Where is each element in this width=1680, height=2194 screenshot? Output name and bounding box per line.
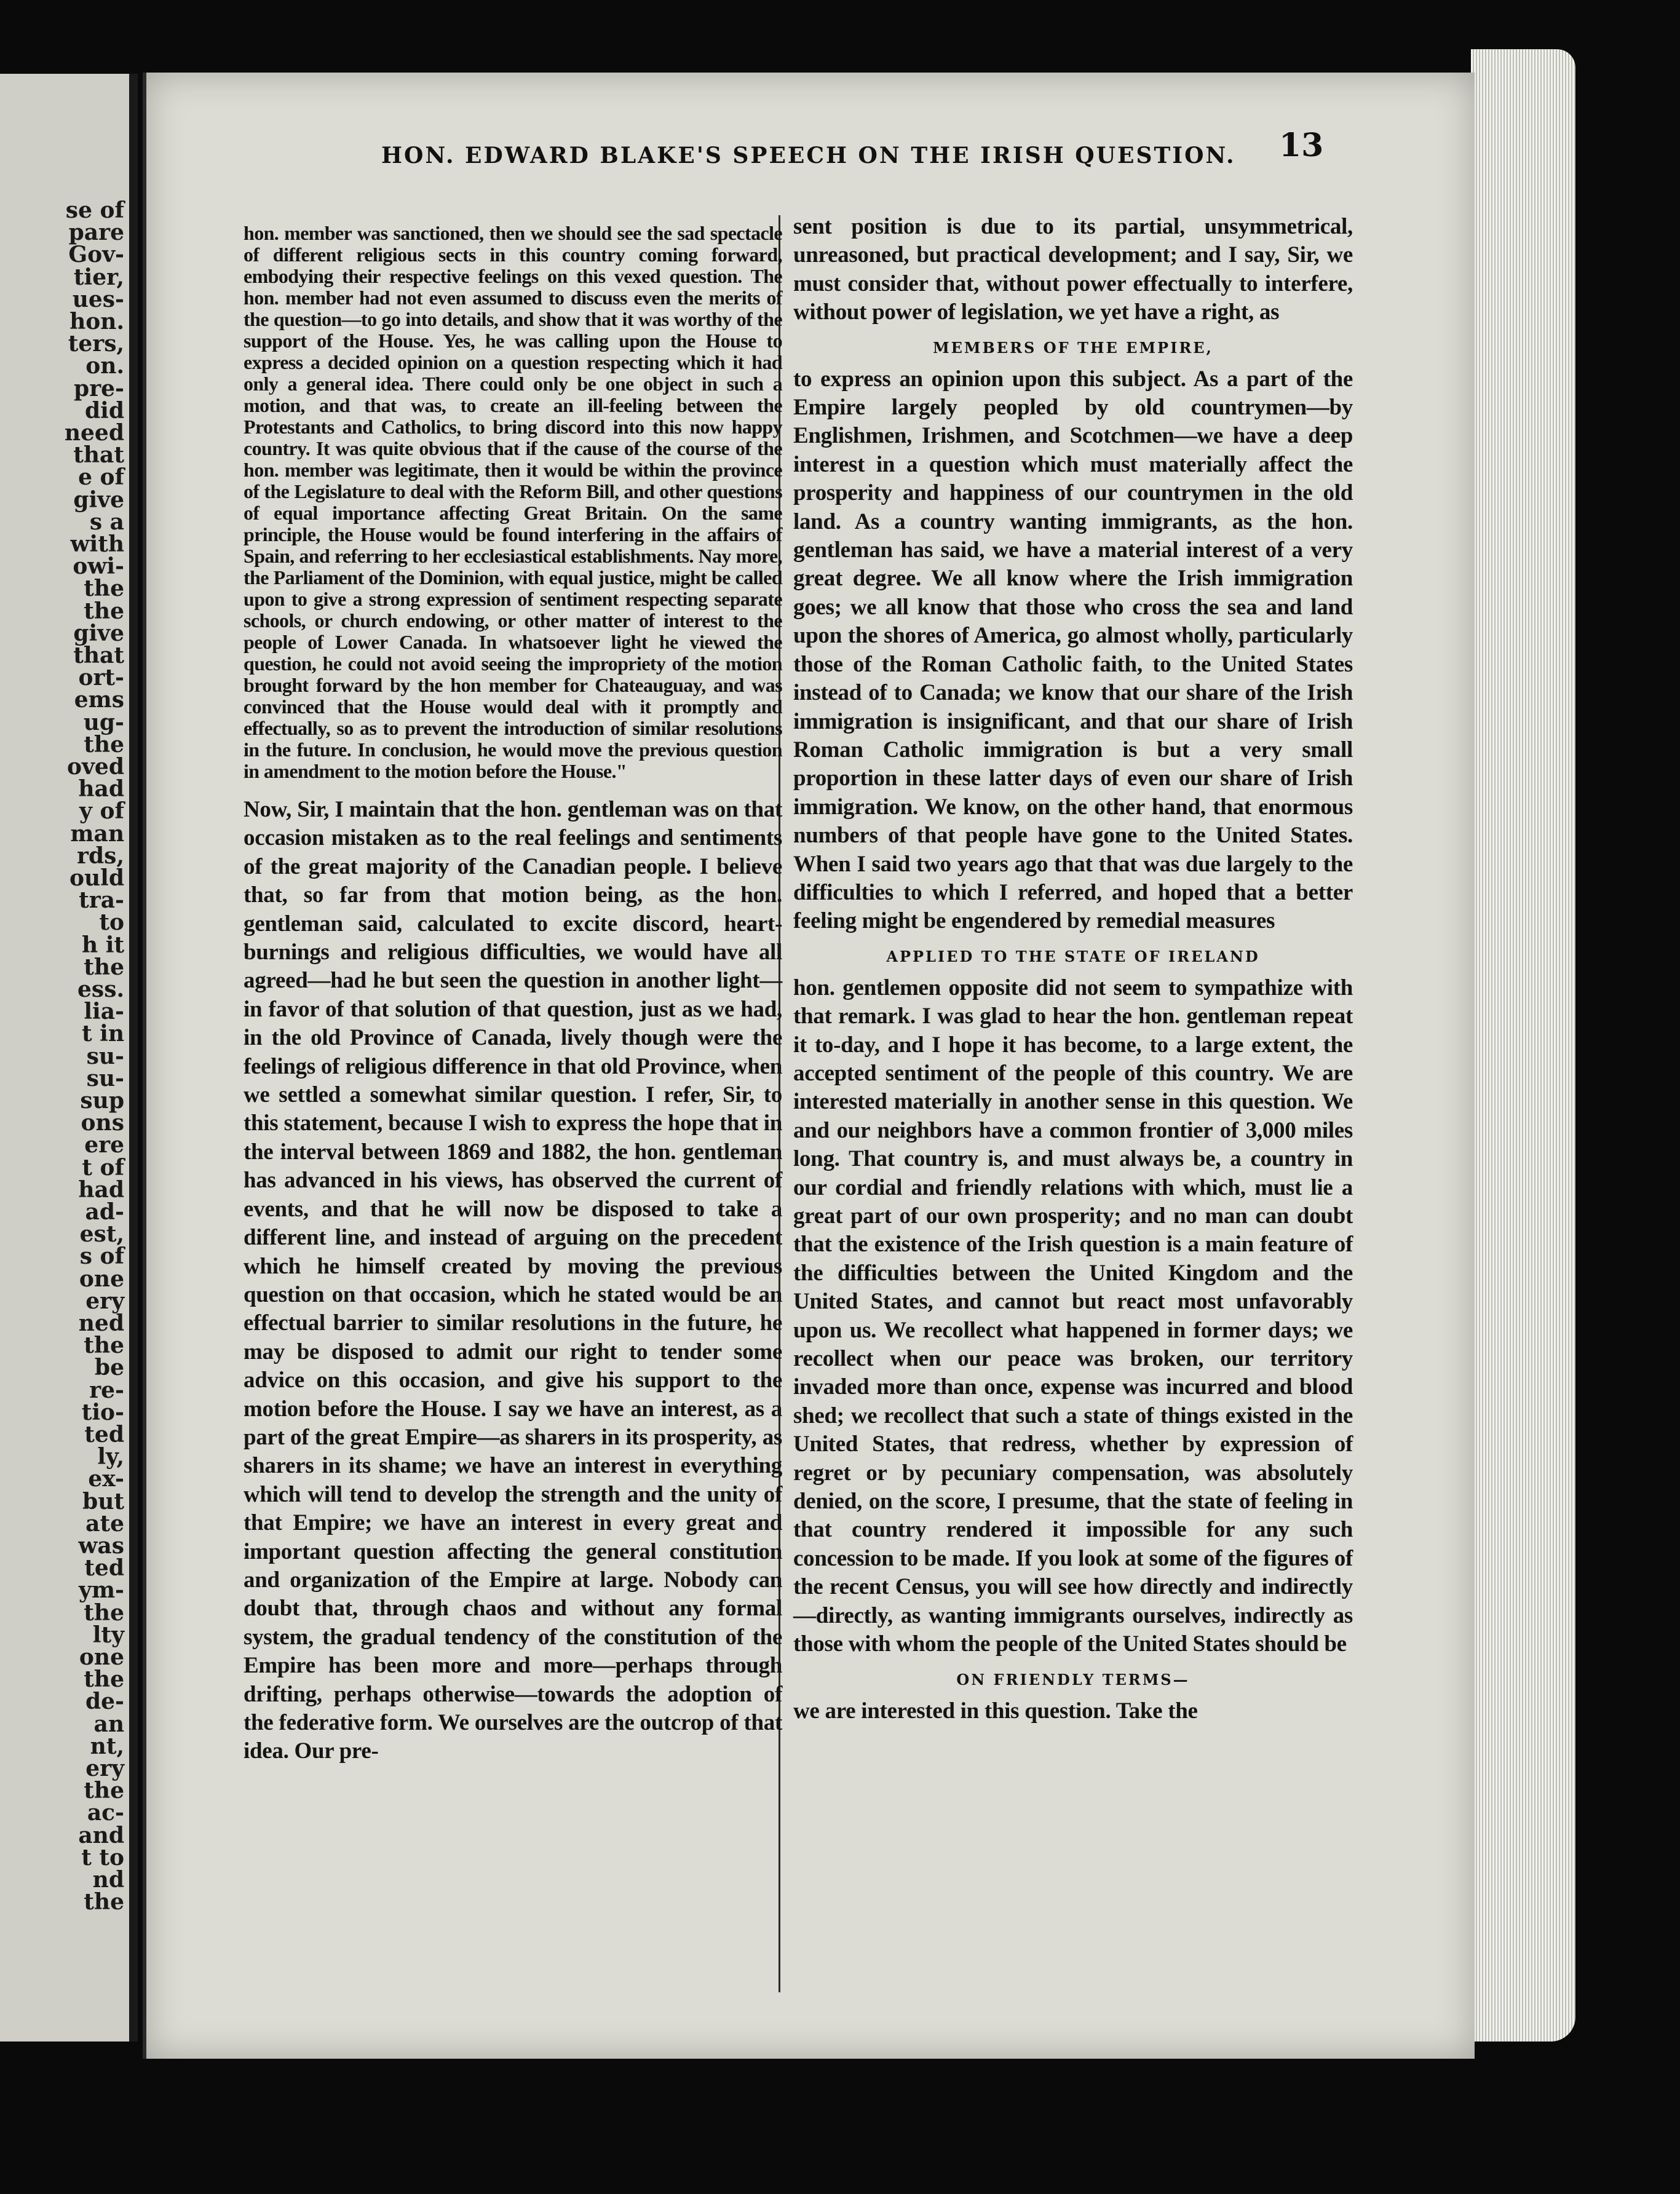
facing-page-line-fragment: the: [84, 598, 124, 624]
facing-page-line-fragment: one: [79, 1265, 124, 1292]
facing-page-line-fragment: man: [70, 820, 124, 847]
facing-page-line-fragment: ort-: [78, 665, 124, 691]
facing-page-line-fragment: ned: [78, 1310, 124, 1336]
facing-page-line-fragment: ate: [85, 1510, 124, 1537]
facing-page-line-fragment: ters,: [68, 331, 124, 357]
facing-page-line-fragment: with: [70, 531, 124, 557]
facing-page-fragment: [0, 74, 138, 2042]
facing-page-line-fragment: ug-: [83, 709, 124, 735]
facing-page-line-fragment: est,: [79, 1221, 124, 1248]
section-subhead: MEMBERS OF THE EMPIRE,: [933, 338, 1213, 357]
body-paragraph: sent position is due to its partial, unsymmetrical, unreasoned, but practical development; and I say, Sir, we must consider that, without power effectually to interfere, without power of legislation, we yet have a right, as: [793, 214, 1353, 325]
facing-page-line-fragment: the: [84, 954, 124, 980]
facing-page-line-fragment: ess.: [77, 976, 124, 1002]
section-subhead: ON FRIENDLY TERMS—: [956, 1670, 1190, 1689]
body-paragraph: to express an opinion upon this subject. As a part of the Empire largely peopled by old countrymen—by Englishmen, Irishmen, and Scotchmen—we have a deep interest in a question which must materially affect the prosperity and happiness of our countrymen in the old land. As a country wanting immigrants, as the hon. gentleman has said, we have a material interest of a very great degree. We all know where the Irish immigration goes; we all know that those who cross the sea and land upon the shores of America, go almost wholly, particularly those of the Roman Catholic faith, to the United States instead of to Canada; we know that our share of the Irish immigration is insignificant, and that our share of Irish Roman Catholic immigration is but a very small proportion in these latter days of even our share of Irish immigration. We know, on the other hand, that enormous numbers of that people have gone to the United States. When I said two years ago that that was due largely to the difficulties to which I referred, and hoped that a better feeling might be engendered by remedial measures: [793, 366, 1353, 934]
facing-page-line-fragment: ery: [85, 1756, 124, 1781]
facing-page-line-fragment: give: [73, 620, 124, 646]
facing-page-line-fragment: nt,: [90, 1733, 124, 1759]
facing-page-line-fragment: did: [84, 397, 124, 424]
facing-page-line-fragment: lty: [92, 1622, 124, 1648]
facing-page-line-fragment: pare: [68, 220, 124, 246]
facing-page-line-fragment: Gov-: [68, 242, 124, 268]
facing-page-line-fragment: ery: [85, 1288, 124, 1314]
facing-page-line-fragment: s of: [79, 1243, 124, 1270]
facing-page-line-fragment: need: [64, 420, 124, 446]
facing-page-line-fragment: the: [84, 1599, 124, 1626]
facing-page-line-fragment: that: [73, 643, 124, 668]
facing-page-line-fragment: t in: [81, 1021, 124, 1047]
facing-page-line-fragment: owi-: [73, 553, 124, 580]
facing-page-line-fragment: to: [99, 909, 124, 936]
facing-page-line-fragment: the: [84, 1778, 124, 1804]
facing-page-line-fragment: re-: [89, 1377, 124, 1403]
facing-page-line-fragment: oved: [66, 754, 124, 780]
facing-page-line-fragment: on.: [85, 353, 124, 379]
running-head: HON. EDWARD BLAKE'S SPEECH ON THE IRISH QUESTION.: [381, 143, 1236, 168]
facing-page-line-fragment: h it: [81, 932, 124, 958]
facing-page-line-fragment: hon.: [69, 309, 124, 335]
facing-page-line-fragment: tier,: [73, 264, 124, 290]
section-subhead: APPLIED TO THE STATE OF IRELAND: [886, 947, 1260, 965]
facing-page-line-fragment: rds,: [77, 842, 124, 869]
facing-page-line-fragment: de-: [85, 1689, 124, 1715]
facing-page-line-fragment: ly,: [97, 1444, 124, 1470]
facing-page-line-fragment: ould: [69, 865, 124, 891]
facing-page-line-fragment: nd: [92, 1867, 124, 1893]
facing-page-line-fragment: e of: [78, 464, 124, 491]
page-number: 13: [1279, 127, 1324, 164]
facing-page-line-fragment: the: [84, 1333, 124, 1359]
facing-page-line-fragment: se of: [65, 197, 124, 223]
quoted-passage: hon. member was sanctioned, then we should see the sad spectacle of different religious sects in this country coming forward, embodying their respective feelings on this vexed question. The hon. member had not even assumed to discuss even the merits of the question—to go into details, and show that it was worthy of the support of the House. Yes, he was calling upon the House to express a decided opinion on a question respecting which it had only a general idea. There could only be one object in such a motion, and that was, to create an ill-feeling between the Protestants and Catholics, to bring discord into this now happy country. It was quite obvious that if the cause of the course of the hon. member was legitimate, then it would be within the province of the Legislature to deal with the Reform Bill, and other questions of equal importance affecting Great Britain. On the same principle, the House would be found interfering in the affairs of Spain, and referring to her ecclesiastical establishments. Nay more, the Parliament of the Dominion, with equal justice, might be called upon to give a strong expression of sentiment respecting separate schools, or church endowing, or other matter of interest to the people of Lower Canada. In whatsoever light he viewed the question, he could not avoid seeing the impropriety of the motion brought forward by the hon member for Chateauguay, and was convinced that the House would deal with it promptly and effectually, so as to prevent the introduction of similar resolutions in the future. In conclusion, he would move the previous question in amendment to the motion before the House.": [244, 222, 782, 782]
facing-page-line-fragment: the: [84, 1889, 124, 1915]
left-column: [244, 223, 782, 1766]
facing-page-line-fragment: was: [78, 1533, 124, 1559]
facing-page-line-fragment: ems: [74, 687, 124, 713]
facing-page-line-fragment: t to: [81, 1844, 124, 1871]
body-paragraph: hon. gentlemen opposite did not seem to sympathize with that remark. I was glad to hear the hon. gentleman repeat it to-day, and I hope it has become, to a large extent, the accepted sentiment of the people of this country. We are interested materially in another sense in this question. We and our neighbors have a common frontier of 3,000 miles long. That country is, and must always be, a country in our cordial and friendly relations with which, must lie a great part of our own prosperity; and no man can doubt that the existence of the Irish question is a main feature of the difficulties between the United Kingdom and the United States, and cannot but react most unfavorably upon us. We recollect what happened in former days; we recollect when our peace was broken, our territory invaded more than once, expense was incurred and blood shed; we recollect that such a state of things existed in the United States, that redress, whether by expression of regret or by pecuniary compensation, was absolutely denied, on the score, I presume, that the state of feeling in that country rendered it impossible for any such concession to be made. If you look at some of the figures of the recent Census, you will see how directly and indirectly—directly, as wanting immigrants ourselves, indirectly as those with whom the people of the United States should be: [793, 975, 1353, 1657]
facing-page-line-fragment: t of: [82, 1154, 124, 1181]
facing-page-line-fragment: ex-: [88, 1466, 124, 1492]
facing-page-line-fragment: su-: [86, 1043, 124, 1069]
facing-page-line-fragment: tio-: [81, 1399, 124, 1425]
facing-page-line-fragment: pre-: [74, 375, 124, 402]
facing-page-line-fragment: y of: [79, 798, 124, 825]
facing-page-line-fragment: and: [78, 1822, 124, 1848]
facing-page-line-fragment: that: [73, 442, 124, 469]
right-column: [793, 213, 1353, 1725]
body-paragraph: we are interested in this question. Take the: [793, 1698, 1198, 1724]
facing-page-line-fragment: the: [84, 731, 124, 758]
facing-page-line-fragment: had: [78, 776, 124, 802]
facing-page-line-fragment: s a: [89, 509, 124, 535]
facing-page-line-fragment: give: [73, 486, 124, 513]
facing-page-line-fragment: tra-: [79, 887, 124, 914]
facing-page-line-fragment: ym-: [79, 1577, 124, 1604]
facing-page-line-fragment: ons: [81, 1110, 124, 1136]
facing-page-line-fragment: an: [93, 1711, 124, 1737]
facing-page-line-fragment: ac-: [87, 1800, 124, 1826]
facing-page-line-fragment: lia-: [84, 999, 124, 1025]
facing-page-line-fragment: one: [79, 1644, 124, 1670]
body-paragraph: Now, Sir, I maintain that the hon. gentleman was on that occasion mistaken as to the real feelings and sentiments of the great majority of the Canadian people. I believe that, so far from that motion being, as the hon. gentleman said, calculated to excite discord, heart-burnings and religious difficulties, we would have all agreed—had he but seen the question in another light—in favor of that solution of that question, just as we had, in the old Province of Canada, lively though were the feelings of religious difference in that old Province, when we settled a somewhat similar question. I refer, Sir, to this statement, because I wish to express the hope that in the interval between 1869 and 1882, the hon. gentleman has advanced in his views, has observed the current of events, and that he will now be disposed to take a different line, and instead of arguing on the precedent which he himself created by moving the previous question on that occasion, which he stated would be an effectual barrier to similar resolutions in the future, he may be disposed to admit our right to tender some advice on this occasion, and give his support to the motion before the House. I say we have an interest, as a part of the great Empire—as sharers in its prosperity, as sharers in its shame; we have an interest in everything which will tend to develop the strength and the unity of that Empire; we have an interest in every great and important question affecting the general constitution and organization of the Empire at large. Nobody can doubt that, through chaos and without any formal system, the gradual tendency of the constitution of the Empire has been more and more—perhaps through drifting, perhaps otherwise—towards the adoption of the federative form. We ourselves are the outcrop of that idea. Our pre-: [244, 797, 782, 1764]
facing-page-line-fragment: sup: [80, 1088, 124, 1114]
facing-page-line-fragment: ted: [84, 1422, 124, 1447]
facing-page-line-fragment: the: [84, 576, 124, 602]
facing-page-line-fragment: but: [82, 1488, 124, 1515]
facing-page-line-fragment: ere: [84, 1132, 124, 1158]
facing-page-line-fragment: su-: [86, 1065, 124, 1091]
facing-page-line-fragment: ted: [84, 1555, 124, 1582]
facing-page-line-fragment: ad-: [85, 1199, 124, 1225]
facing-page-line-fragment: the: [84, 1666, 124, 1693]
facing-page-line-fragment: had: [78, 1176, 124, 1203]
facing-page-line-fragment: be: [94, 1355, 124, 1381]
facing-page-line-fragment: ues-: [72, 286, 124, 312]
book-page-edges: [1471, 49, 1575, 2042]
